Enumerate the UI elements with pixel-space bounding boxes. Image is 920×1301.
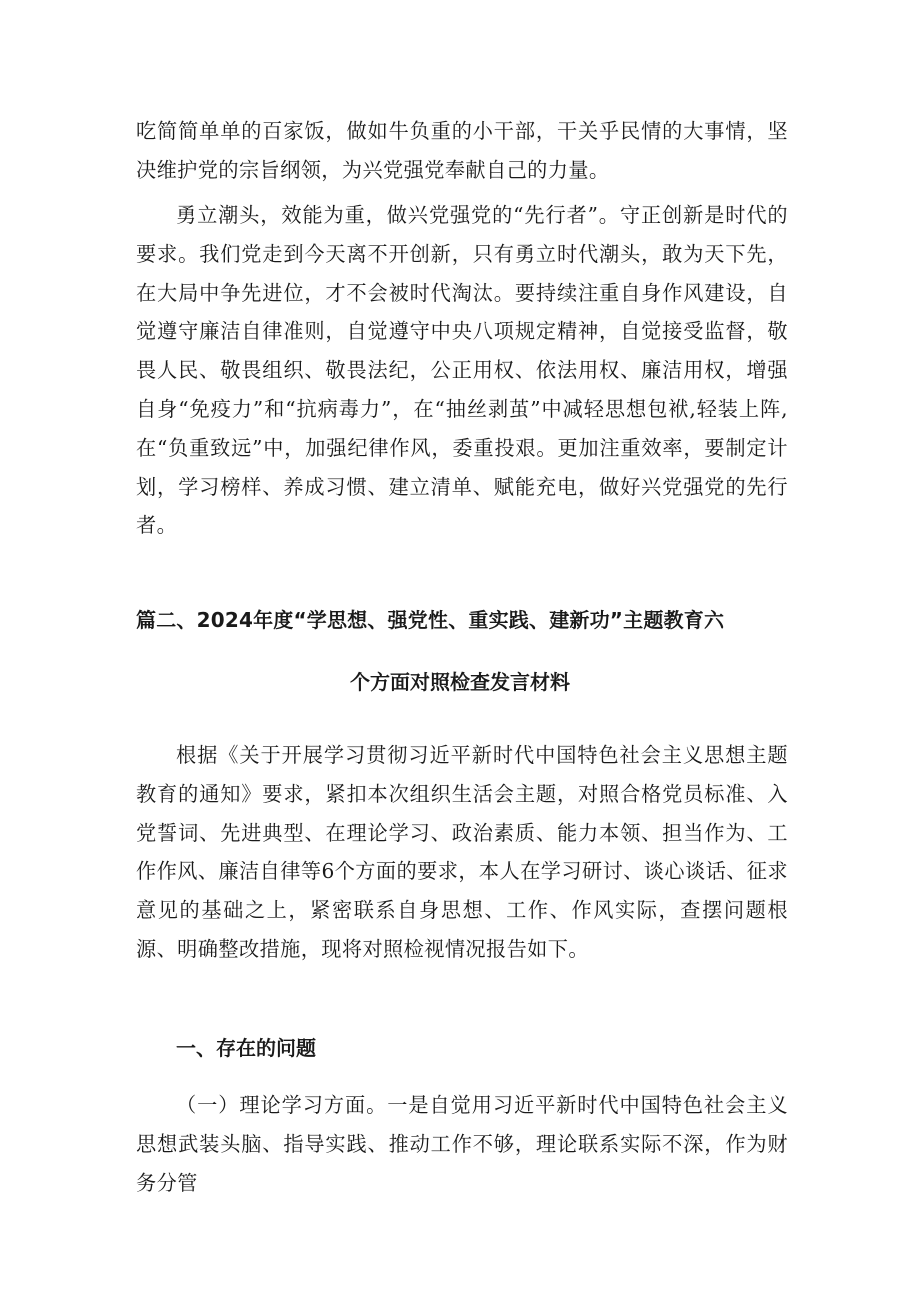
paragraph-intro-end: 吃简简单单的百家饭，做如牛负重的小干部，干关乎民情的大事情，坚决维护党的宗旨纲领，为兴党强党奉献自己的力量。 <box>136 119 788 182</box>
paragraph-theory-study: （一）理论学习方面。一是自觉用习近平新时代中国特色社会主义思想武装头脑、指导实践、推动工作不够，理论联系实际不深，作为财务分管 <box>136 1093 788 1195</box>
paragraph-basis: 根据《关于开展学习贯彻习近平新时代中国特色社会主义思想主题教育的通知》要求，紧扣本次组织生活会主题，对照合格党员标准、入党誓词、先进典型、在理论学习、政治素质、能力本领、担当作为、工作作风、廉洁自律等6个方面的要求，本人在学习研讨、谈心谈话、征求意见的基础之上，紧密联系自身思想、工作、作风实际，查摆问题根源、明确整改措施，现将对照检视情况报告如下。 <box>136 743 788 961</box>
paragraph-pioneer: 勇立潮头，效能为重，做兴党强党的“先行者”。守正创新是时代的要求。我们党走到今天离不开创新，只有勇立时代潮头，敢为天下先，在大局中争先进位，才不会被时代淘汰。要持续注重自身作风建设，自觉遵守廉洁自律准则，自觉遵守中央八项规定精神，自觉接受监督，敬畏人民、敬畏组织、敬畏法纪，公正用权、依法用权、廉洁用权，增强自身“免疫力”和“抗病毒力”，在“抽丝剥茧”中减轻思想包袱,轻装上阵,在“负重致远”中，加强纪律作风，委重投艰。更加注重效率，要制定计划，学习榜样、养成习惯、建立清单、赋能充电，做好兴党强党的先行者。 <box>136 203 788 538</box>
article-title-line-1: 篇二、2024年度“学思想、强党性、重实践、建新功”主题教育六 <box>136 608 725 632</box>
article-title-line-2: 个方面对照检查发言材料 <box>350 670 570 694</box>
section-heading-problems: 一、存在的问题 <box>176 1036 316 1060</box>
